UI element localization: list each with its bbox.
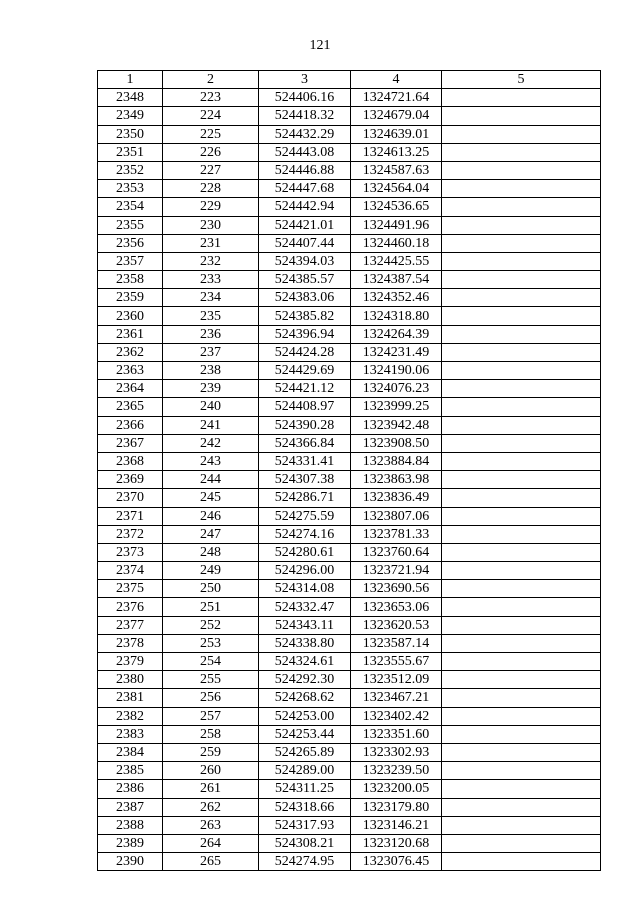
- table-row: [98, 525, 601, 543]
- table-cell-col-1: 2365: [98, 398, 163, 416]
- table-cell-col-3: 524296.00: [259, 562, 351, 580]
- table-cell-col-5: [442, 161, 601, 179]
- table-cell-col-2: 231: [163, 234, 259, 252]
- table-row: [98, 216, 601, 234]
- table-cell-col-3: 524429.69: [259, 362, 351, 380]
- table-cell-col-2: 256: [163, 689, 259, 707]
- table-cell-col-5: [442, 471, 601, 489]
- table-cell-col-1: 2363: [98, 362, 163, 380]
- table-cell-col-4: 1323351.60: [351, 725, 442, 743]
- table-cell-col-5: [442, 325, 601, 343]
- table-cell-col-4: 1323836.49: [351, 489, 442, 507]
- table-cell-col-5: [442, 671, 601, 689]
- table-cell-col-1: 2373: [98, 543, 163, 561]
- table-cell-col-3: 524274.95: [259, 853, 351, 871]
- table-cell-col-1: 2380: [98, 671, 163, 689]
- table-cell-col-1: 2359: [98, 289, 163, 307]
- table-cell-col-1: 2348: [98, 89, 163, 107]
- table-cell-col-1: 2386: [98, 780, 163, 798]
- table-cell-col-1: 2385: [98, 762, 163, 780]
- table-cell-col-5: [442, 380, 601, 398]
- table-cell-col-2: 262: [163, 798, 259, 816]
- table-row: [98, 816, 601, 834]
- table-cell-col-4: 1323908.50: [351, 434, 442, 452]
- table-cell-col-2: 243: [163, 452, 259, 470]
- table-cell-col-5: [442, 580, 601, 598]
- table-cell-col-3: 524253.00: [259, 707, 351, 725]
- table-row: [98, 543, 601, 561]
- table-cell-col-3: 524407.44: [259, 234, 351, 252]
- table-cell-col-4: 1324264.39: [351, 325, 442, 343]
- table-row: [98, 762, 601, 780]
- table-cell-col-4: 1323863.98: [351, 471, 442, 489]
- table-cell-col-1: 2382: [98, 707, 163, 725]
- table-cell-col-3: 524314.08: [259, 580, 351, 598]
- table-row: [98, 452, 601, 470]
- table-cell-col-3: 524289.00: [259, 762, 351, 780]
- table-cell-col-2: 254: [163, 653, 259, 671]
- table-cell-col-5: [442, 525, 601, 543]
- table-cell-col-4: 1324613.25: [351, 143, 442, 161]
- table-cell-col-1: 2362: [98, 343, 163, 361]
- table-cell-col-1: 2358: [98, 271, 163, 289]
- table-cell-col-1: 2383: [98, 725, 163, 743]
- table-cell-col-5: [442, 289, 601, 307]
- table-cell-col-2: 239: [163, 380, 259, 398]
- table-body: [98, 89, 601, 871]
- table-cell-col-3: 524408.97: [259, 398, 351, 416]
- table-cell-col-1: 2357: [98, 252, 163, 270]
- table-cell-col-1: 2352: [98, 161, 163, 179]
- table-row: [98, 634, 601, 652]
- table-cell-col-1: 2381: [98, 689, 163, 707]
- table-row: [98, 89, 601, 107]
- table-cell-col-2: 236: [163, 325, 259, 343]
- table-cell-col-5: [442, 180, 601, 198]
- table-row: [98, 562, 601, 580]
- table-cell-col-3: 524292.30: [259, 671, 351, 689]
- table-cell-col-1: 2378: [98, 634, 163, 652]
- table-cell-col-2: 265: [163, 853, 259, 871]
- table-cell-col-3: 524394.03: [259, 252, 351, 270]
- table-cell-col-2: 246: [163, 507, 259, 525]
- table-cell-col-1: 2370: [98, 489, 163, 507]
- table-cell-col-3: 524331.41: [259, 452, 351, 470]
- page-number: 121: [309, 38, 331, 53]
- table-row: [98, 143, 601, 161]
- table-cell-col-3: 524317.93: [259, 816, 351, 834]
- table-row: [98, 307, 601, 325]
- table-cell-col-3: 524385.57: [259, 271, 351, 289]
- table-cell-col-5: [442, 452, 601, 470]
- table-cell-col-1: 2390: [98, 853, 163, 871]
- table-cell-col-3: 524446.88: [259, 161, 351, 179]
- table-cell-col-4: 1323721.94: [351, 562, 442, 580]
- table-cell-col-4: 1324491.96: [351, 216, 442, 234]
- table-row: [98, 507, 601, 525]
- table-cell-col-5: [442, 343, 601, 361]
- table-cell-col-4: 1323807.06: [351, 507, 442, 525]
- table-cell-col-4: 1323402.42: [351, 707, 442, 725]
- table-cell-col-1: 2364: [98, 380, 163, 398]
- table-cell-col-4: 1324076.23: [351, 380, 442, 398]
- table-cell-col-5: [442, 507, 601, 525]
- table-row: [98, 107, 601, 125]
- column-header-1: 1: [98, 71, 163, 89]
- table-row: [98, 198, 601, 216]
- table-cell-col-3: 524447.68: [259, 180, 351, 198]
- table-cell-col-5: [442, 834, 601, 852]
- table-cell-col-5: [442, 562, 601, 580]
- table-row: [98, 434, 601, 452]
- table-row: [98, 598, 601, 616]
- table-cell-col-2: 230: [163, 216, 259, 234]
- table-cell-col-2: 244: [163, 471, 259, 489]
- table-cell-col-4: 1324639.01: [351, 125, 442, 143]
- table-cell-col-4: 1323884.84: [351, 452, 442, 470]
- table-cell-col-3: 524421.12: [259, 380, 351, 398]
- table-cell-col-4: 1323467.21: [351, 689, 442, 707]
- table-header: [98, 71, 601, 89]
- table-row: [98, 234, 601, 252]
- table-cell-col-3: 524396.94: [259, 325, 351, 343]
- table-row: [98, 398, 601, 416]
- table-cell-col-5: [442, 234, 601, 252]
- table-cell-col-1: 2354: [98, 198, 163, 216]
- table-cell-col-1: 2384: [98, 743, 163, 761]
- table-cell-col-1: 2350: [98, 125, 163, 143]
- table-cell-col-1: 2388: [98, 816, 163, 834]
- table-row: [98, 271, 601, 289]
- table-cell-col-1: 2349: [98, 107, 163, 125]
- table-cell-col-2: 234: [163, 289, 259, 307]
- table-cell-col-4: 1323653.06: [351, 598, 442, 616]
- table-cell-col-1: 2374: [98, 562, 163, 580]
- table-cell-col-4: 1323200.05: [351, 780, 442, 798]
- table-row: [98, 689, 601, 707]
- table-cell-col-4: 1323587.14: [351, 634, 442, 652]
- table-cell-col-5: [442, 798, 601, 816]
- table-cell-col-1: 2369: [98, 471, 163, 489]
- table-cell-col-5: [442, 143, 601, 161]
- table-row: [98, 325, 601, 343]
- table-row: [98, 743, 601, 761]
- table-cell-col-2: 250: [163, 580, 259, 598]
- table-cell-col-2: 251: [163, 598, 259, 616]
- table-cell-col-3: 524253.44: [259, 725, 351, 743]
- table-cell-col-2: 223: [163, 89, 259, 107]
- table-cell-col-4: 1324721.64: [351, 89, 442, 107]
- table-cell-col-4: 1324318.80: [351, 307, 442, 325]
- table-row: [98, 834, 601, 852]
- table-cell-col-4: 1324587.63: [351, 161, 442, 179]
- table-cell-col-1: 2371: [98, 507, 163, 525]
- table-cell-col-1: 2355: [98, 216, 163, 234]
- table-cell-col-2: 255: [163, 671, 259, 689]
- table-cell-col-4: 1323620.53: [351, 616, 442, 634]
- table-cell-col-3: 524311.25: [259, 780, 351, 798]
- table-cell-col-2: 258: [163, 725, 259, 743]
- table-cell-col-2: 225: [163, 125, 259, 143]
- column-header-2: 2: [163, 71, 259, 89]
- table-cell-col-1: 2375: [98, 580, 163, 598]
- table-cell-col-4: 1323760.64: [351, 543, 442, 561]
- table-row: [98, 853, 601, 871]
- table-cell-col-2: 253: [163, 634, 259, 652]
- column-header-3: 3: [259, 71, 351, 89]
- table-cell-col-5: [442, 598, 601, 616]
- table-cell-col-2: 252: [163, 616, 259, 634]
- table-cell-col-2: 249: [163, 562, 259, 580]
- table-cell-col-5: [442, 543, 601, 561]
- table-cell-col-3: 524443.08: [259, 143, 351, 161]
- table-cell-col-5: [442, 616, 601, 634]
- table-cell-col-1: 2367: [98, 434, 163, 452]
- table-cell-col-5: [442, 398, 601, 416]
- table-cell-col-2: 248: [163, 543, 259, 561]
- table-cell-col-1: 2377: [98, 616, 163, 634]
- table-cell-col-3: 524307.38: [259, 471, 351, 489]
- table-cell-col-5: [442, 725, 601, 743]
- table-cell-col-1: 2353: [98, 180, 163, 198]
- table-cell-col-3: 524390.28: [259, 416, 351, 434]
- table-cell-col-2: 228: [163, 180, 259, 198]
- table-cell-col-2: 238: [163, 362, 259, 380]
- table-cell-col-2: 229: [163, 198, 259, 216]
- table-row: [98, 707, 601, 725]
- table-cell-col-3: 524275.59: [259, 507, 351, 525]
- table-cell-col-3: 524432.29: [259, 125, 351, 143]
- table-cell-col-3: 524265.89: [259, 743, 351, 761]
- table-cell-col-3: 524424.28: [259, 343, 351, 361]
- table-cell-col-4: 1323146.21: [351, 816, 442, 834]
- coordinates-table: [97, 70, 601, 871]
- table-cell-col-5: [442, 198, 601, 216]
- table-cell-col-1: 2376: [98, 598, 163, 616]
- table-row: [98, 580, 601, 598]
- table-cell-col-3: 524268.62: [259, 689, 351, 707]
- table-cell-col-3: 524418.32: [259, 107, 351, 125]
- table-cell-col-1: 2379: [98, 653, 163, 671]
- table-row: [98, 616, 601, 634]
- table-cell-col-2: 259: [163, 743, 259, 761]
- table-cell-col-5: [442, 762, 601, 780]
- table-cell-col-4: 1324231.49: [351, 343, 442, 361]
- table-row: [98, 362, 601, 380]
- table-cell-col-2: 263: [163, 816, 259, 834]
- table-cell-col-4: 1324387.54: [351, 271, 442, 289]
- table-cell-col-4: 1323120.68: [351, 834, 442, 852]
- table-cell-col-5: [442, 489, 601, 507]
- table-cell-col-3: 524385.82: [259, 307, 351, 325]
- table-cell-col-5: [442, 853, 601, 871]
- table-row: [98, 489, 601, 507]
- table-cell-col-3: 524343.11: [259, 616, 351, 634]
- table-cell-col-2: 235: [163, 307, 259, 325]
- table-cell-col-4: 1324460.18: [351, 234, 442, 252]
- table-cell-col-4: 1324425.55: [351, 252, 442, 270]
- table-cell-col-3: 524308.21: [259, 834, 351, 852]
- table-cell-col-1: 2361: [98, 325, 163, 343]
- table-cell-col-4: 1323690.56: [351, 580, 442, 598]
- table-cell-col-4: 1323239.50: [351, 762, 442, 780]
- table-cell-col-5: [442, 707, 601, 725]
- table-cell-col-5: [442, 307, 601, 325]
- table-cell-col-4: 1324536.65: [351, 198, 442, 216]
- table-row: [98, 252, 601, 270]
- table-cell-col-4: 1324352.46: [351, 289, 442, 307]
- table-cell-col-3: 524442.94: [259, 198, 351, 216]
- table-cell-col-4: 1323555.67: [351, 653, 442, 671]
- table-cell-col-2: 257: [163, 707, 259, 725]
- table-cell-col-1: 2368: [98, 452, 163, 470]
- table-row: [98, 798, 601, 816]
- table-cell-col-4: 1324679.04: [351, 107, 442, 125]
- table-row: [98, 125, 601, 143]
- table-cell-col-5: [442, 89, 601, 107]
- column-header-4: 4: [351, 71, 442, 89]
- table-cell-col-2: 232: [163, 252, 259, 270]
- table-cell-col-4: 1323512.09: [351, 671, 442, 689]
- header-row: [98, 71, 601, 89]
- table-cell-col-2: 264: [163, 834, 259, 852]
- table-cell-col-5: [442, 107, 601, 125]
- table-row: [98, 180, 601, 198]
- table-cell-col-5: [442, 216, 601, 234]
- table-cell-col-2: 241: [163, 416, 259, 434]
- table-row: [98, 380, 601, 398]
- table-cell-col-1: 2360: [98, 307, 163, 325]
- table-row: [98, 161, 601, 179]
- table-cell-col-3: 524324.61: [259, 653, 351, 671]
- table-cell-col-4: 1323781.33: [351, 525, 442, 543]
- table-cell-col-5: [442, 271, 601, 289]
- table-cell-col-2: 245: [163, 489, 259, 507]
- table-cell-col-5: [442, 816, 601, 834]
- column-header-5: 5: [442, 71, 601, 89]
- table-cell-col-2: 224: [163, 107, 259, 125]
- table-cell-col-1: 2366: [98, 416, 163, 434]
- table-cell-col-2: 247: [163, 525, 259, 543]
- table-row: [98, 416, 601, 434]
- table-cell-col-5: [442, 780, 601, 798]
- table-cell-col-1: 2389: [98, 834, 163, 852]
- table-cell-col-4: 1323942.48: [351, 416, 442, 434]
- table-cell-col-1: 2372: [98, 525, 163, 543]
- table-cell-col-5: [442, 434, 601, 452]
- table-cell-col-3: 524274.16: [259, 525, 351, 543]
- table-cell-col-5: [442, 125, 601, 143]
- table-cell-col-5: [442, 416, 601, 434]
- table-row: [98, 725, 601, 743]
- table-cell-col-2: 261: [163, 780, 259, 798]
- table-cell-col-3: 524421.01: [259, 216, 351, 234]
- table-cell-col-2: 260: [163, 762, 259, 780]
- table-cell-col-4: 1323999.25: [351, 398, 442, 416]
- table-cell-col-3: 524338.80: [259, 634, 351, 652]
- table-cell-col-2: 226: [163, 143, 259, 161]
- table-cell-col-4: 1324190.06: [351, 362, 442, 380]
- table-cell-col-2: 227: [163, 161, 259, 179]
- table-cell-col-3: 524280.61: [259, 543, 351, 561]
- table-cell-col-3: 524332.47: [259, 598, 351, 616]
- table-cell-col-5: [442, 689, 601, 707]
- table-cell-col-3: 524406.16: [259, 89, 351, 107]
- table-cell-col-1: 2387: [98, 798, 163, 816]
- table-cell-col-3: 524366.84: [259, 434, 351, 452]
- table-cell-col-2: 233: [163, 271, 259, 289]
- table-row: [98, 343, 601, 361]
- table-cell-col-5: [442, 634, 601, 652]
- table-row: [98, 471, 601, 489]
- table-cell-col-2: 240: [163, 398, 259, 416]
- table-cell-col-4: 1323179.80: [351, 798, 442, 816]
- table-cell-col-5: [442, 743, 601, 761]
- table-row: [98, 289, 601, 307]
- table-cell-col-5: [442, 252, 601, 270]
- table-cell-col-2: 242: [163, 434, 259, 452]
- table-cell-col-3: 524383.06: [259, 289, 351, 307]
- table-cell-col-4: 1324564.04: [351, 180, 442, 198]
- table-cell-col-4: 1323302.93: [351, 743, 442, 761]
- table-row: [98, 671, 601, 689]
- table-cell-col-1: 2356: [98, 234, 163, 252]
- table-cell-col-3: 524318.66: [259, 798, 351, 816]
- table-row: [98, 653, 601, 671]
- table-cell-col-5: [442, 653, 601, 671]
- table-row: [98, 780, 601, 798]
- table-cell-col-3: 524286.71: [259, 489, 351, 507]
- table-cell-col-2: 237: [163, 343, 259, 361]
- table-cell-col-4: 1323076.45: [351, 853, 442, 871]
- table-cell-col-1: 2351: [98, 143, 163, 161]
- table-cell-col-5: [442, 362, 601, 380]
